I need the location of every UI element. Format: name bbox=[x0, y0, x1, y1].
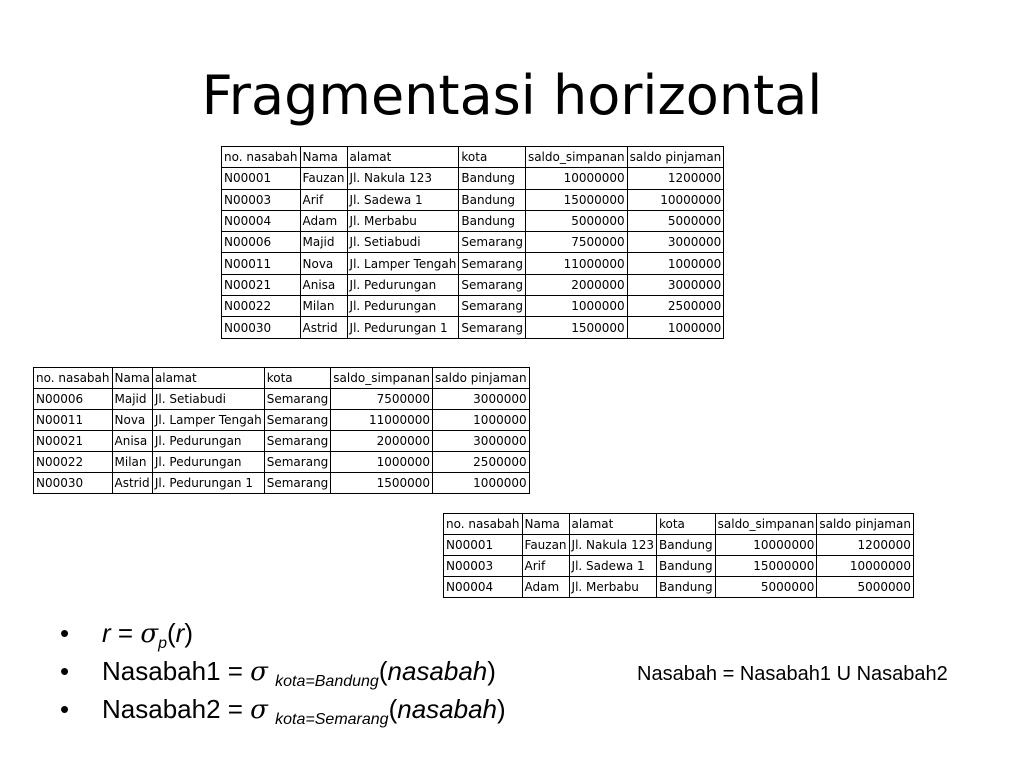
column-header: saldo pinjaman bbox=[627, 147, 724, 168]
table-cell: Jl. Lamper Tengah bbox=[152, 410, 264, 431]
table-cell: Jl. Setiabudi bbox=[152, 389, 264, 410]
predicate: kota=Bandung bbox=[275, 673, 379, 690]
table-cell: 7500000 bbox=[525, 232, 627, 253]
table-cell: 3000000 bbox=[433, 389, 530, 410]
table-cell: Nova bbox=[300, 253, 347, 274]
relation-argument: nasabah bbox=[397, 694, 497, 724]
column-header: alamat bbox=[152, 368, 264, 389]
table-nasabah bbox=[221, 146, 724, 339]
relation-argument: nasabah bbox=[387, 656, 488, 686]
table-cell: Astrid bbox=[300, 317, 347, 338]
table-cell: Semarang bbox=[264, 410, 331, 431]
table-cell: N00004 bbox=[444, 577, 523, 598]
open-paren: ( bbox=[388, 694, 398, 724]
table-cell: Fauzan bbox=[522, 535, 569, 556]
table-cell: Bandung bbox=[459, 168, 526, 189]
column-header: no. nasabah bbox=[444, 514, 523, 535]
table-cell: 1000000 bbox=[627, 317, 724, 338]
table-cell: Bandung bbox=[656, 577, 715, 598]
column-header: Nama bbox=[522, 514, 569, 535]
bullet-marker: • bbox=[60, 694, 70, 724]
table-cell: Jl. Setiabudi bbox=[347, 232, 459, 253]
table-cell: 1000000 bbox=[525, 296, 627, 317]
table-cell: N00004 bbox=[222, 210, 301, 231]
table-cell: Arif bbox=[300, 189, 347, 210]
table-cell: Adam bbox=[522, 577, 569, 598]
bullet-marker: • bbox=[60, 618, 70, 648]
table-row bbox=[444, 556, 914, 577]
column-header: no. nasabah bbox=[34, 368, 113, 389]
table-cell: N00030 bbox=[34, 473, 113, 494]
table-cell: Jl. Pedurungan 1 bbox=[152, 473, 264, 494]
table-row bbox=[444, 535, 914, 556]
table-cell: N00001 bbox=[222, 168, 301, 189]
table-row bbox=[222, 274, 724, 295]
table-cell: Astrid bbox=[112, 473, 152, 494]
table-cell: Jl. Sadewa 1 bbox=[569, 556, 656, 577]
table-nasabah-semarang bbox=[33, 367, 530, 494]
table-cell: 1000000 bbox=[331, 452, 433, 473]
table-cell: Majid bbox=[300, 232, 347, 253]
table-cell: N00006 bbox=[34, 389, 113, 410]
table-cell: Jl. Merbabu bbox=[569, 577, 656, 598]
table-cell: 2500000 bbox=[433, 452, 530, 473]
table-cell: Semarang bbox=[459, 274, 526, 295]
table-cell: Bandung bbox=[459, 210, 526, 231]
column-header: alamat bbox=[347, 147, 459, 168]
table-cell: 3000000 bbox=[627, 232, 724, 253]
open-paren: ( bbox=[166, 618, 176, 648]
sigma-symbol: σ bbox=[250, 657, 268, 687]
table-cell: 11000000 bbox=[331, 410, 433, 431]
fragment-name: Nasabah2 = bbox=[102, 694, 251, 724]
table-cell: Bandung bbox=[656, 556, 715, 577]
slide-title: Fragmentasi horizontal bbox=[201, 64, 823, 127]
table-cell: Semarang bbox=[459, 317, 526, 338]
table-cell: 1500000 bbox=[525, 317, 627, 338]
table-cell: N00006 bbox=[222, 232, 301, 253]
table-cell: 15000000 bbox=[525, 189, 627, 210]
column-header: kota bbox=[459, 147, 526, 168]
column-header: alamat bbox=[569, 514, 656, 535]
table-cell: N00021 bbox=[34, 431, 113, 452]
table-row bbox=[222, 253, 724, 274]
table-cell: 1000000 bbox=[627, 253, 724, 274]
table-cell: Semarang bbox=[264, 431, 331, 452]
table-cell: 1200000 bbox=[817, 535, 914, 556]
table-row bbox=[222, 210, 724, 231]
close-paren: ) bbox=[487, 656, 496, 686]
table-cell: Semarang bbox=[459, 296, 526, 317]
column-header: kota bbox=[656, 514, 715, 535]
table-cell: N00003 bbox=[222, 189, 301, 210]
table-cell: Anisa bbox=[300, 274, 347, 295]
table-cell: Adam bbox=[300, 210, 347, 231]
column-header: saldo_simpanan bbox=[525, 147, 627, 168]
table-row bbox=[34, 473, 530, 494]
table-cell: 5000000 bbox=[525, 210, 627, 231]
table-cell: Jl. Nakula 123 bbox=[347, 168, 459, 189]
table-row bbox=[222, 168, 724, 189]
close-paren: ) bbox=[184, 618, 193, 648]
table-cell: Arif bbox=[522, 556, 569, 577]
column-header: saldo pinjaman bbox=[817, 514, 914, 535]
fragment-name: Nasabah1 = bbox=[102, 656, 251, 686]
table-row bbox=[222, 296, 724, 317]
table-cell: Bandung bbox=[459, 189, 526, 210]
table-cell: 3000000 bbox=[433, 431, 530, 452]
column-header: saldo_simpanan bbox=[715, 514, 817, 535]
table-row bbox=[34, 452, 530, 473]
table-cell: Jl. Pedurungan bbox=[152, 431, 264, 452]
equals-sign: = bbox=[110, 618, 141, 648]
bullet-list bbox=[60, 614, 506, 728]
table-cell: Semarang bbox=[264, 473, 331, 494]
table-row bbox=[222, 189, 724, 210]
table-cell: 5000000 bbox=[715, 577, 817, 598]
table-cell: Jl. Pedurungan 1 bbox=[347, 317, 459, 338]
table-cell: N00011 bbox=[222, 253, 301, 274]
table-cell: 11000000 bbox=[525, 253, 627, 274]
table-cell: Jl. Pedurungan bbox=[152, 452, 264, 473]
column-header: Nama bbox=[300, 147, 347, 168]
table-cell: N00021 bbox=[222, 274, 301, 295]
table-cell: 2000000 bbox=[331, 431, 433, 452]
column-header: saldo pinjaman bbox=[433, 368, 530, 389]
table-row bbox=[444, 577, 914, 598]
relation-symbol: r bbox=[102, 618, 111, 648]
table-cell: 10000000 bbox=[817, 556, 914, 577]
bullet-nasabah1 bbox=[60, 652, 506, 690]
table-cell: N00022 bbox=[34, 452, 113, 473]
column-header: kota bbox=[264, 368, 331, 389]
table-cell: Anisa bbox=[112, 431, 152, 452]
table-row bbox=[222, 317, 724, 338]
table-cell: Fauzan bbox=[300, 168, 347, 189]
table-cell: 10000000 bbox=[525, 168, 627, 189]
table-cell: 1200000 bbox=[627, 168, 724, 189]
table-row bbox=[34, 389, 530, 410]
table-cell: Milan bbox=[300, 296, 347, 317]
table-header-row bbox=[222, 147, 724, 168]
table-row bbox=[222, 232, 724, 253]
table-row bbox=[34, 431, 530, 452]
table-cell: Jl. Lamper Tengah bbox=[347, 253, 459, 274]
table-cell: Majid bbox=[112, 389, 152, 410]
table-cell: 2500000 bbox=[627, 296, 724, 317]
table-cell: 10000000 bbox=[715, 535, 817, 556]
table-cell: 7500000 bbox=[331, 389, 433, 410]
open-paren: ( bbox=[378, 656, 388, 686]
bullet-selection-general bbox=[60, 614, 506, 652]
table-cell: 5000000 bbox=[817, 577, 914, 598]
table-cell: N00030 bbox=[222, 317, 301, 338]
table-cell: Bandung bbox=[656, 535, 715, 556]
table-cell: 3000000 bbox=[627, 274, 724, 295]
predicate: p bbox=[158, 635, 167, 652]
bullet-nasabah2 bbox=[60, 690, 506, 728]
table-cell: Jl. Merbabu bbox=[347, 210, 459, 231]
table-cell: 15000000 bbox=[715, 556, 817, 577]
column-header: Nama bbox=[112, 368, 152, 389]
table-cell: Jl. Sadewa 1 bbox=[347, 189, 459, 210]
sigma-symbol: σ bbox=[250, 695, 268, 725]
sigma-symbol: σ bbox=[140, 619, 159, 649]
table-row bbox=[34, 410, 530, 431]
table-cell: 1000000 bbox=[433, 473, 530, 494]
table-cell: Milan bbox=[112, 452, 152, 473]
table-cell: Jl. Pedurungan bbox=[347, 274, 459, 295]
table-header-row bbox=[444, 514, 914, 535]
table-cell: 2000000 bbox=[525, 274, 627, 295]
close-paren: ) bbox=[497, 694, 506, 724]
table-nasabah-bandung bbox=[443, 513, 914, 598]
table-cell: Jl. Nakula 123 bbox=[569, 535, 656, 556]
table-cell: Semarang bbox=[264, 389, 331, 410]
bullet-marker: • bbox=[60, 656, 70, 686]
table-cell: Semarang bbox=[459, 253, 526, 274]
table-cell: Semarang bbox=[264, 452, 331, 473]
table-cell: 10000000 bbox=[627, 189, 724, 210]
table-cell: N00003 bbox=[444, 556, 523, 577]
table-cell: 1000000 bbox=[433, 410, 530, 431]
table-cell: Jl. Pedurungan bbox=[347, 296, 459, 317]
table-cell: N00001 bbox=[444, 535, 523, 556]
relation-argument: r bbox=[175, 618, 185, 648]
predicate: kota=Semarang bbox=[275, 711, 389, 728]
union-note: Nasabah = Nasabah1 U Nasabah2 bbox=[637, 663, 948, 685]
table-cell: 1500000 bbox=[331, 473, 433, 494]
table-cell: Nova bbox=[112, 410, 152, 431]
table-cell: N00022 bbox=[222, 296, 301, 317]
table-cell: 5000000 bbox=[627, 210, 724, 231]
table-header-row bbox=[34, 368, 530, 389]
table-cell: Semarang bbox=[459, 232, 526, 253]
column-header: saldo_simpanan bbox=[331, 368, 433, 389]
table-cell: N00011 bbox=[34, 410, 113, 431]
column-header: no. nasabah bbox=[222, 147, 301, 168]
